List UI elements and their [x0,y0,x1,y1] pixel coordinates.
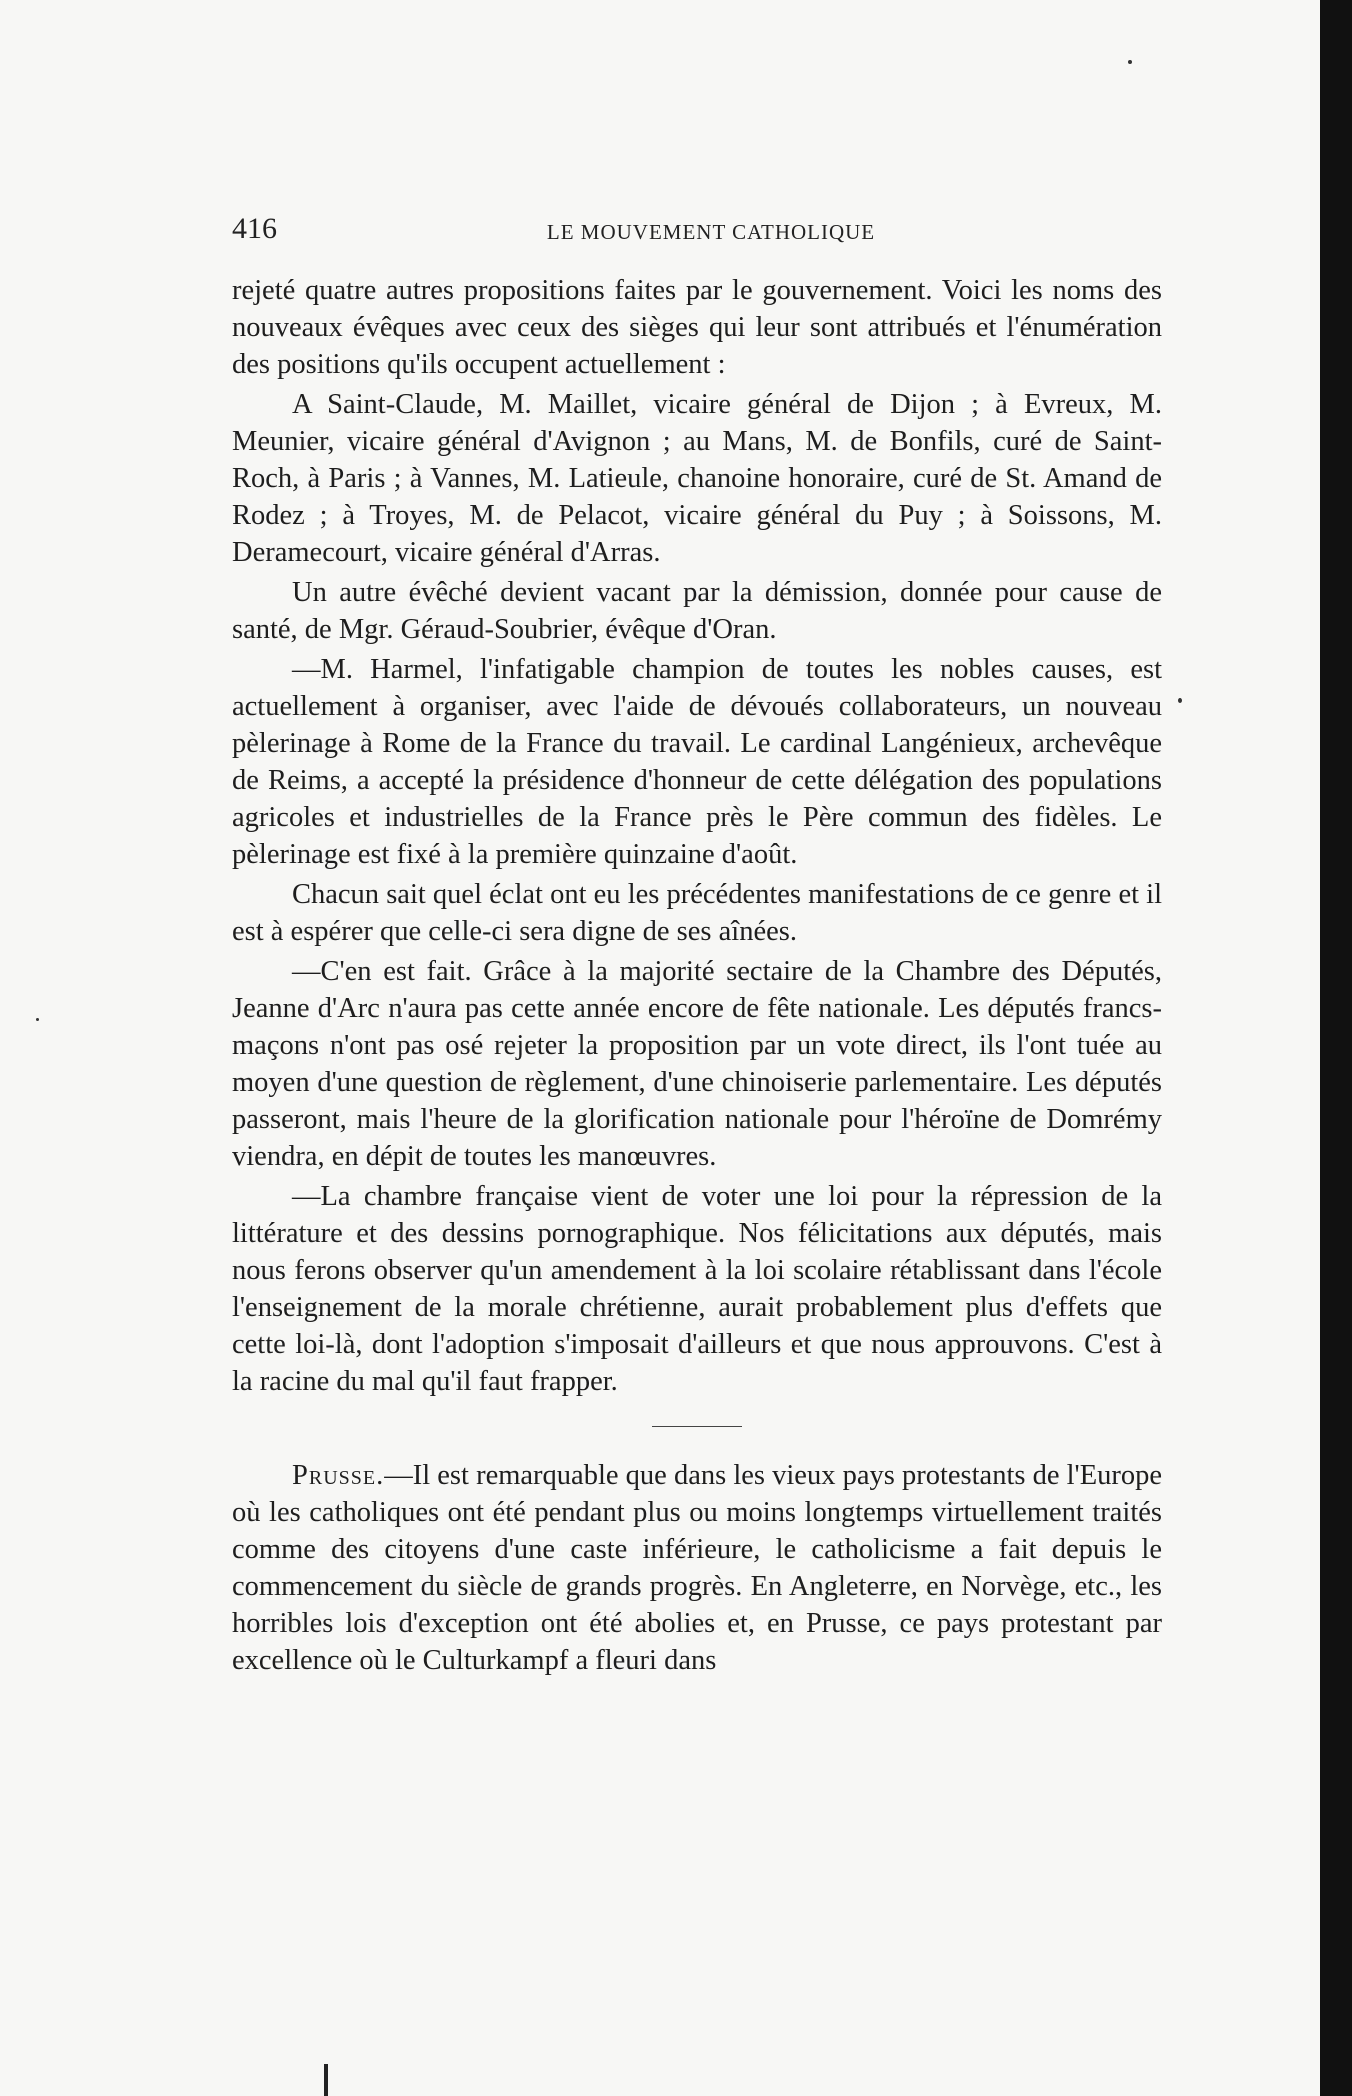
paragraph-harmel: —M. Harmel, l'infatigable champion de toutes les nobles causes, est actuellement à organiser, avec l'aide de dévoués collaborateurs, un nouveau pèlerinage à Rome de la France du travail. Le cardinal Langénieux, archevêque de Reims, a accepté la présidence d'honneur de cette délégation des populations agricoles et industrielles de la France près le Père commun des fidèles. Le pèlerinage est fixé à la première quinzaine d'août. [232,654,1162,870]
paragraph-prusse [232,1457,1162,1679]
scan-speck [1178,698,1182,703]
paragraph-prusse-text: —Il est remarquable que dans les vieux pays protestants de l'Europe où les catholiques ont été pendant plus ou moins longtemps virtuellement traités comme des citoyens d'une caste inférieure, le catholicisme a fait depuis le commencement du siècle de grands progrès. En Angleterre, en Norvège, etc., les horribles lois d'exception ont été abolies et, en Prusse, ce pays protestant par excellence où le Culturkampf a fleuri dans [232,1460,1162,1676]
scan-speck [36,1018,39,1021]
scan-border [1320,0,1352,2096]
paragraph-continuation: rejeté quatre autres propositions faites par le gouvernement. Voici les noms des nouveaux évêques avec ceux des sièges qui leur sont attribués et l'énumération des positions qu'ils occupent actuellement : [232,275,1162,380]
paragraph-oran: Un autre évêché devient vacant par la démission, donnée pour cause de santé, de Mgr. Géraud-Soubrier, évêque d'Oran. [232,577,1162,645]
running-title: LE MOUVEMENT CATHOLIQUE [546,220,876,244]
paragraph-chambre: —La chambre française vient de voter une loi pour la répression de la littérature et des dessins pornographique. Nos félicitations aux députés, mais nous ferons observer qu'un amendement à la loi scolaire rétablissant dans l'école l'enseignement de la morale chrétienne, aurait probablement plus d'effets que cette loi-là, dont l'adoption s'imposait d'ailleurs et que nous approuvons. C'est à la racine du mal qu'il faut frapper. [232,1181,1162,1397]
scan-speck [1128,60,1132,64]
scan-mark [324,2064,328,2096]
paragraph-manifestations: Chacun sait quel éclat ont eu les précédentes manifestations de ce genre et il est à espérer que celle-ci sera digne de ses aînées. [232,879,1162,947]
page-header [232,210,1160,250]
body-text [232,272,1162,1682]
paragraph-bishops-list: A Saint-Claude, M. Maillet, vicaire général de Dijon ; à Evreux, M. Meunier, vicaire général d'Avignon ; au Mans, M. de Bonfils, curé de Saint-Roch, à Paris ; à Vannes, M. Latieule, chanoine honoraire, curé de St. Amand de Rodez ; à Troyes, M. de Pelacot, vicaire général du Puy ; à Soissons, M. Deramecourt, vicaire général d'Arras. [232,389,1162,568]
section-label-prusse: Prusse. [292,1460,385,1491]
page-number: 416 [232,212,277,245]
section-divider [652,1426,742,1427]
paragraph-jeanne-darc: —C'en est fait. Grâce à la majorité sectaire de la Chambre des Députés, Jeanne d'Arc n'aura pas cette année encore de fête nationale. Les députés francs-maçons n'ont pas osé rejeter la proposition par un vote direct, ils l'ont tuée au moyen d'une question de règlement, d'une chinoiserie parlementaire. Les députés passeront, mais l'heure de la glorification nationale pour l'héroïne de Domrémy viendra, en dépit de toutes les manœuvres. [232,956,1162,1172]
